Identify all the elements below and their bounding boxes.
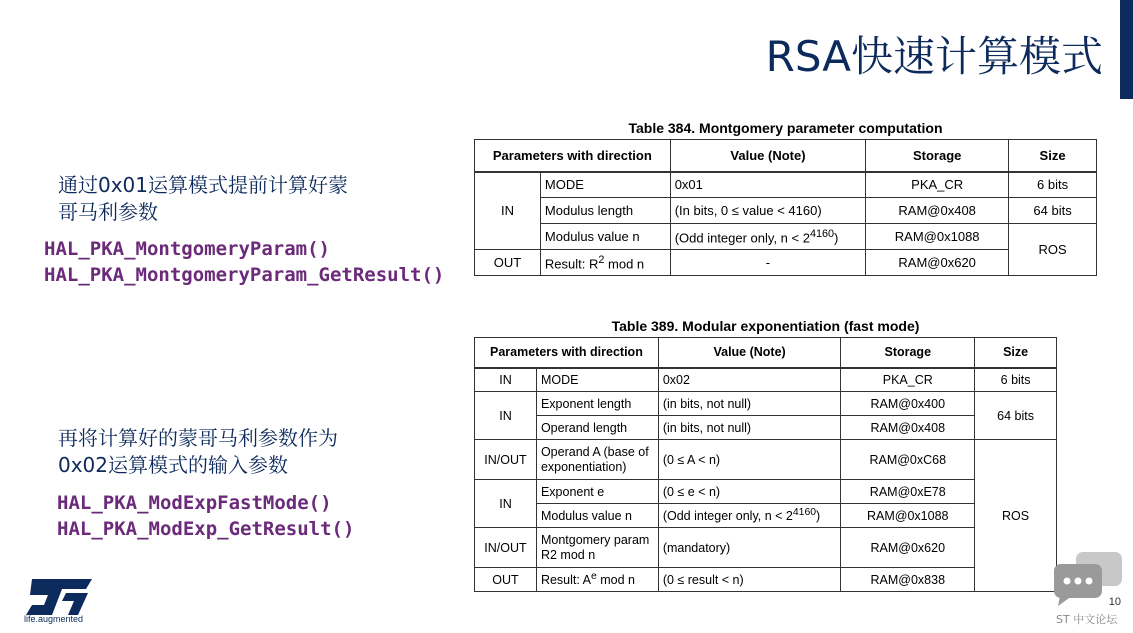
storage-cell: RAM@0x1088 — [841, 504, 975, 528]
value-cell: (in bits, not null) — [658, 392, 841, 416]
size-cell: 64 bits — [1009, 198, 1097, 224]
param-cell: Exponent length — [536, 392, 658, 416]
direction-cell: IN — [475, 392, 537, 440]
table-row — [475, 568, 1057, 592]
function-name: HAL_PKA_ModExpFastMode() — [57, 492, 332, 514]
param-cell: Exponent e — [536, 480, 658, 504]
header-cell: Parameters with direction — [475, 338, 659, 368]
value-cell: (0 ≤ result < n) — [658, 568, 841, 592]
superscript: 4160 — [809, 227, 835, 240]
param-cell: Modulus value n — [540, 224, 670, 250]
param-cell — [536, 568, 658, 592]
table-header-row — [475, 140, 1097, 172]
value-cell: - — [670, 250, 866, 276]
header-cell: Storage — [841, 338, 975, 368]
param-cell: Modulus value n — [536, 504, 658, 528]
page-number: 10 — [1108, 596, 1121, 608]
slide-title: RSA快速计算模式 — [765, 32, 1103, 81]
storage-cell: RAM@0x408 — [866, 198, 1009, 224]
code-block-modexp — [57, 490, 354, 542]
description-modexp — [58, 425, 338, 479]
value-text: (Odd integer only, n < 2 — [674, 230, 810, 246]
table-row — [475, 224, 1097, 250]
header-cell: Parameters with direction — [475, 140, 671, 172]
header-cell: Size — [975, 338, 1057, 368]
table-389-caption: Table 389. Modular exponentiation (fast mode) — [611, 318, 920, 334]
title-accent-bar — [1120, 0, 1133, 99]
direction-cell: OUT — [475, 568, 537, 592]
value-cell — [670, 224, 866, 250]
table-row — [475, 392, 1057, 416]
table-row — [475, 528, 1057, 568]
size-cell: 6 bits — [1009, 172, 1097, 198]
param-cell: MODE — [540, 172, 670, 198]
table-row — [475, 198, 1097, 224]
superscript: e — [590, 571, 597, 583]
storage-cell: RAM@0xC68 — [841, 440, 975, 480]
direction-cell: IN/OUT — [475, 440, 537, 480]
table-row — [475, 440, 1057, 480]
value-cell — [658, 504, 841, 528]
direction-cell: IN — [475, 172, 541, 250]
param-text: mod n — [604, 256, 645, 272]
storage-cell: RAM@0x408 — [841, 416, 975, 440]
table-row — [475, 416, 1057, 440]
code-block-montgomery — [44, 236, 444, 288]
table-row — [475, 480, 1057, 504]
storage-cell: RAM@0x620 — [866, 250, 1009, 276]
param-cell: Operand A (base of exponentiation) — [536, 440, 658, 480]
description-line: 通过0x01运算模式提前计算好蒙 — [58, 173, 349, 197]
storage-cell: RAM@0x838 — [841, 568, 975, 592]
value-text: ) — [816, 509, 821, 524]
param-text: Result: A — [540, 573, 591, 588]
storage-cell: PKA_CR — [866, 172, 1009, 198]
header-cell: Size — [1009, 140, 1097, 172]
param-text: Result: R — [544, 256, 599, 272]
function-name: HAL_PKA_MontgomeryParam() — [44, 238, 330, 260]
size-cell: 6 bits — [975, 368, 1057, 392]
header-cell: Value (Note) — [658, 338, 841, 368]
header-cell: Value (Note) — [670, 140, 866, 172]
storage-cell: RAM@0x620 — [841, 528, 975, 568]
param-cell: Modulus length — [540, 198, 670, 224]
value-cell: 0x02 — [658, 368, 841, 392]
value-cell: (In bits, 0 ≤ value < 4160) — [670, 198, 866, 224]
direction-cell: OUT — [475, 250, 541, 276]
param-cell: MODE — [536, 368, 658, 392]
table-row — [475, 172, 1097, 198]
storage-cell: RAM@0x400 — [841, 392, 975, 416]
table-384 — [474, 139, 1097, 276]
param-cell — [540, 250, 670, 276]
direction-cell: IN — [475, 368, 537, 392]
description-line: 哥马利参数 — [58, 200, 158, 224]
description-line: 再将计算好的蒙哥马利参数作为 — [58, 426, 338, 450]
storage-cell: RAM@0xE78 — [841, 480, 975, 504]
chat-bubble-icon — [1050, 550, 1128, 610]
description-montgomery — [58, 172, 348, 226]
function-name: HAL_PKA_MontgomeryParam_GetResult() — [44, 264, 445, 286]
table-389 — [474, 337, 1057, 592]
value-cell: (mandatory) — [658, 528, 841, 568]
table-384-caption: Table 384. Montgomery parameter computation — [628, 120, 943, 136]
logo-tagline: life.augmented — [24, 614, 84, 624]
superscript: 4160 — [792, 507, 817, 519]
size-cell: ROS — [1009, 224, 1097, 276]
value-cell: (in bits, not null) — [658, 416, 841, 440]
storage-cell: PKA_CR — [841, 368, 975, 392]
function-name: HAL_PKA_ModExp_GetResult() — [57, 518, 355, 540]
table-header-row — [475, 338, 1057, 368]
param-cell: Operand length — [536, 416, 658, 440]
storage-cell: RAM@0x1088 — [866, 224, 1009, 250]
size-cell: ROS — [975, 440, 1057, 592]
watermark-text: ST 中文论坛 — [1056, 613, 1118, 626]
param-text: mod n — [596, 573, 635, 588]
value-cell: (0 ≤ A < n) — [658, 440, 841, 480]
value-text: (Odd integer only, n < 2 — [662, 509, 793, 524]
table-row — [475, 368, 1057, 392]
description-line: 0x02运算模式的输入参数 — [58, 453, 289, 477]
size-cell: 64 bits — [975, 392, 1057, 440]
param-cell: Montgomery param R2 mod n — [536, 528, 658, 568]
table-row — [475, 250, 1097, 276]
value-cell: (0 ≤ e < n) — [658, 480, 841, 504]
direction-cell: IN — [475, 480, 537, 528]
header-cell: Storage — [866, 140, 1009, 172]
table-row — [475, 504, 1057, 528]
direction-cell: IN/OUT — [475, 528, 537, 568]
value-text: ) — [834, 230, 839, 246]
superscript: 2 — [598, 253, 605, 266]
value-cell: 0x01 — [670, 172, 866, 198]
